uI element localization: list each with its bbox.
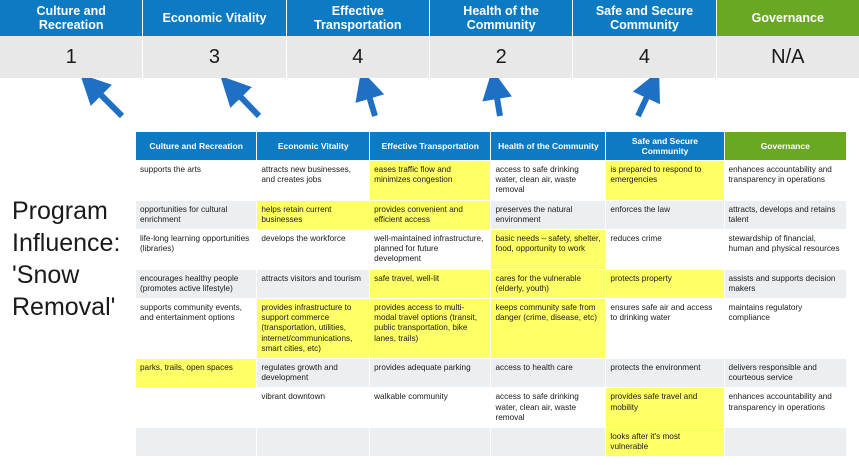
matrix-row xyxy=(136,161,847,201)
matrix-row xyxy=(136,200,847,229)
matrix-cell: maintains regulatory compliance xyxy=(724,299,846,359)
scorecard-header-economic-vitality: Economic Vitality xyxy=(143,0,286,36)
matrix-cell xyxy=(257,428,370,457)
matrix-cell: provides safe travel and mobility xyxy=(606,388,724,428)
matrix-cell: supports the arts xyxy=(136,161,257,201)
matrix-cell xyxy=(136,428,257,457)
matrix-header-health-of-the-community: Health of the Community xyxy=(491,132,606,161)
matrix-header-row xyxy=(136,132,847,161)
matrix-cell: helps retain current businesses xyxy=(257,200,370,229)
caption-line-4: Removal' xyxy=(12,293,116,321)
matrix-cell: provides adequate parking xyxy=(370,359,491,388)
matrix-header-safe-and-secure-community: Safe and Secure Community xyxy=(606,132,724,161)
caption-line-2: Influence: xyxy=(12,229,121,257)
score-effective-transportation: 4 xyxy=(287,36,430,78)
matrix-cell xyxy=(370,428,491,457)
program-influence-caption xyxy=(12,195,132,323)
influence-matrix-table xyxy=(135,131,847,457)
scorecard-score-row xyxy=(0,36,859,78)
matrix-cell: encourages healthy people (promotes active lifestyle) xyxy=(136,269,257,298)
matrix-cell: is prepared to respond to emergencies xyxy=(606,161,724,201)
matrix-cell: develops the workforce xyxy=(257,230,370,270)
matrix-cell xyxy=(136,388,257,428)
matrix-cell: preserves the natural environment xyxy=(491,200,606,229)
matrix-cell: stewardship of financial, human and physical resources xyxy=(724,230,846,270)
matrix-cell: parks, trails, open spaces xyxy=(136,359,257,388)
matrix-body xyxy=(136,161,847,457)
caption-line-3: 'Snow xyxy=(12,261,80,289)
matrix-header-economic-vitality: Economic Vitality xyxy=(257,132,370,161)
scorecard-header-row xyxy=(0,0,859,36)
scorecard-header-governance: Governance xyxy=(717,0,859,36)
scorecard-header-culture-and-recreation: Culture and Recreation xyxy=(0,0,143,36)
scorecard-summary-band xyxy=(0,0,859,78)
caption-line-1: Program xyxy=(12,197,108,225)
matrix-header-effective-transportation: Effective Transportation xyxy=(370,132,491,161)
matrix-cell: looks after it's most vulnerable xyxy=(606,428,724,457)
matrix-cell: attracts new businesses, and creates jobs xyxy=(257,161,370,201)
matrix-cell: walkable community xyxy=(370,388,491,428)
matrix-cell: provides access to multi-modal travel options (transit, public transportation, bike lanes, trails) xyxy=(370,299,491,359)
influence-arrow-safe-and-secure-community xyxy=(638,86,652,116)
score-culture-and-recreation: 1 xyxy=(0,36,143,78)
matrix-cell: ensures safe air and access to drinking water xyxy=(606,299,724,359)
matrix-cell: protects the environment xyxy=(606,359,724,388)
matrix-cell: access to safe drinking water, clean air, waste removal xyxy=(491,388,606,428)
matrix-cell: enforces the law xyxy=(606,200,724,229)
matrix-cell xyxy=(491,428,606,457)
matrix-cell: well-maintained infrastructure, planned for future development xyxy=(370,230,491,270)
matrix-cell: regulates growth and development xyxy=(257,359,370,388)
matrix-cell: eases traffic flow and minimizes congestion xyxy=(370,161,491,201)
matrix-cell: opportunities for cultural enrichment xyxy=(136,200,257,229)
matrix-row xyxy=(136,230,847,270)
matrix-cell: assists and supports decision makers xyxy=(724,269,846,298)
matrix-cell: attracts, develops and retains talent xyxy=(724,200,846,229)
influence-arrow-economic-vitality xyxy=(232,88,259,116)
scorecard-header-safe-and-secure-community: Safe and Secure Community xyxy=(573,0,716,36)
matrix-cell: access to health care xyxy=(491,359,606,388)
matrix-cell: supports community events, and entertainment options xyxy=(136,299,257,359)
matrix-cell: provides convenient and efficient access xyxy=(370,200,491,229)
matrix-cell: safe travel, well-lit xyxy=(370,269,491,298)
score-governance: N/A xyxy=(717,36,859,78)
matrix-row xyxy=(136,269,847,298)
matrix-row xyxy=(136,359,847,388)
matrix-cell: keeps community safe from danger (crime, disease, etc) xyxy=(491,299,606,359)
influence-arrows-group xyxy=(0,78,859,133)
matrix-row xyxy=(136,299,847,359)
matrix-cell: vibrant downtown xyxy=(257,388,370,428)
scorecard-header-health-of-the-community: Health of the Community xyxy=(430,0,573,36)
matrix-cell: protects property xyxy=(606,269,724,298)
matrix-row xyxy=(136,388,847,428)
score-economic-vitality: 3 xyxy=(143,36,286,78)
matrix-cell: delivers responsible and courteous service xyxy=(724,359,846,388)
matrix-cell: enhances accountability and transparency in operations xyxy=(724,388,846,428)
influence-arrow-culture-and-recreation xyxy=(92,86,122,116)
matrix-cell: life-long learning opportunities (libraries) xyxy=(136,230,257,270)
matrix-row xyxy=(136,428,847,457)
matrix-header-culture-and-recreation: Culture and Recreation xyxy=(136,132,257,161)
matrix-cell: attracts visitors and tourism xyxy=(257,269,370,298)
influence-arrow-health-of-the-community xyxy=(495,86,500,116)
matrix-cell: reduces crime xyxy=(606,230,724,270)
matrix-cell: cares for the vulnerable (elderly, youth) xyxy=(491,269,606,298)
scorecard-header-effective-transportation: Effective Transportation xyxy=(287,0,430,36)
matrix-cell: provides infrastructure to support commerce (transportation, utilities, internet/communications, smart cities, etc) xyxy=(257,299,370,359)
matrix-cell: enhances accountability and transparency in operations xyxy=(724,161,846,201)
matrix-cell xyxy=(724,428,846,457)
influence-arrow-effective-transportation xyxy=(366,86,375,116)
score-safe-and-secure-community: 4 xyxy=(573,36,716,78)
matrix-cell: basic needs – safety, shelter, food, opportunity to work xyxy=(491,230,606,270)
matrix-cell: access to safe drinking water, clean air, waste removal xyxy=(491,161,606,201)
score-health-of-the-community: 2 xyxy=(430,36,573,78)
matrix-header-governance: Governance xyxy=(724,132,846,161)
